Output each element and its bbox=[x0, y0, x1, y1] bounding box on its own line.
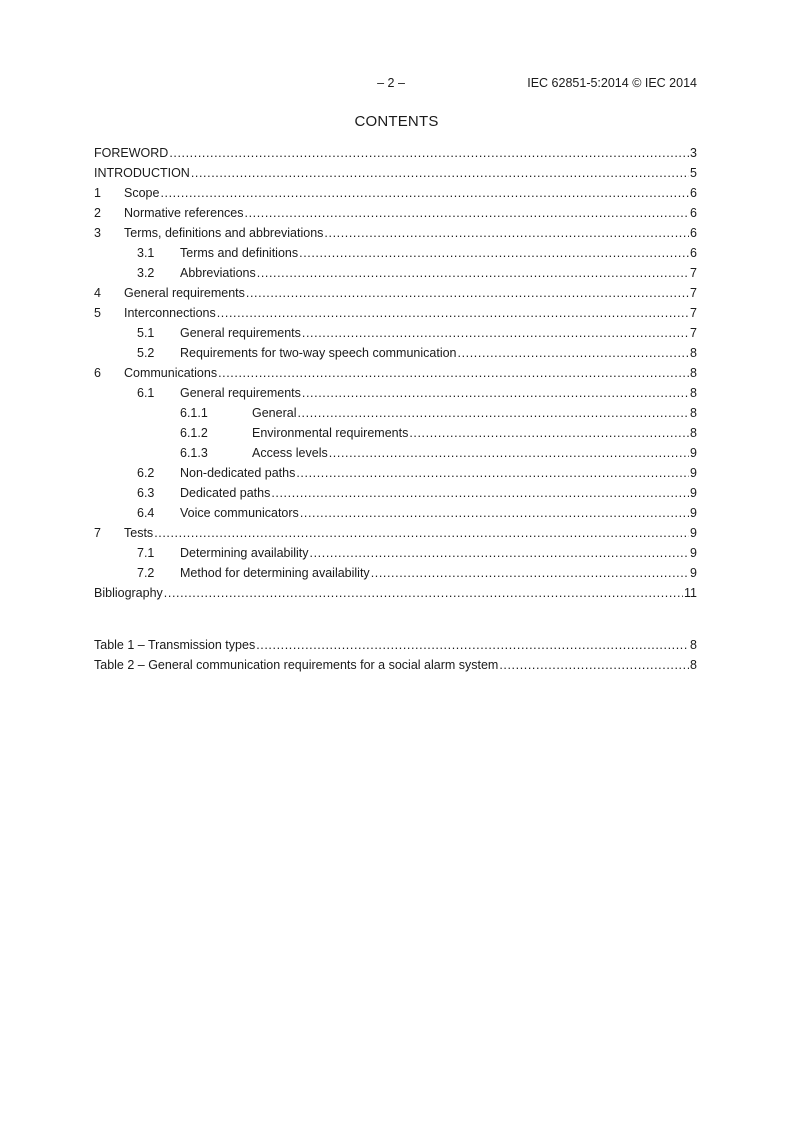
toc-entry-label[interactable]: General requirements bbox=[124, 286, 245, 300]
toc-entry-number: 6.1.1 bbox=[180, 406, 208, 420]
toc-entry-label[interactable]: Scope bbox=[124, 186, 160, 200]
toc-entry-page: 8 bbox=[690, 346, 697, 360]
document-id: IEC 62851-5:2014 © IEC 2014 bbox=[527, 76, 697, 90]
dot-leader bbox=[160, 186, 689, 200]
dot-leader bbox=[299, 246, 689, 260]
toc-entry-label[interactable]: Environmental requirements bbox=[252, 426, 409, 440]
toc-entry[interactable] bbox=[94, 526, 697, 546]
toc-entry-label[interactable]: Tests bbox=[124, 526, 154, 540]
toc-entry[interactable] bbox=[94, 346, 697, 366]
dot-leader bbox=[409, 426, 689, 440]
toc-entry-number: 1 bbox=[94, 186, 101, 200]
toc-entry-label[interactable]: Method for determining availability bbox=[180, 566, 370, 580]
toc-entry-number: 5.2 bbox=[137, 346, 155, 360]
page-number: – 2 – bbox=[377, 76, 405, 90]
toc-entry-number: 3 bbox=[94, 226, 101, 240]
dot-leader bbox=[245, 206, 690, 220]
dot-leader bbox=[218, 366, 689, 380]
toc-entry-label[interactable]: Access levels bbox=[252, 446, 328, 460]
toc-entry[interactable] bbox=[94, 166, 697, 186]
toc-entry-page: 8 bbox=[690, 406, 697, 420]
toc-entry-number: 7 bbox=[94, 526, 101, 540]
toc-entry-number: 6.2 bbox=[137, 466, 155, 480]
dot-leader bbox=[217, 306, 689, 320]
toc-entry-label[interactable]: Bibliography bbox=[94, 586, 163, 600]
toc-entry-page: 7 bbox=[690, 306, 697, 320]
toc-entry-number: 5 bbox=[94, 306, 101, 320]
toc-entry[interactable] bbox=[94, 486, 697, 506]
toc-entry-label[interactable]: Communications bbox=[124, 366, 218, 380]
dot-leader bbox=[302, 326, 689, 340]
toc-entry-label[interactable]: Dedicated paths bbox=[180, 486, 271, 500]
toc-entry[interactable] bbox=[94, 246, 697, 266]
dot-leader bbox=[371, 566, 689, 580]
list-of-tables bbox=[94, 638, 697, 678]
dot-leader bbox=[300, 506, 689, 520]
toc-entry-number: 6.4 bbox=[137, 506, 155, 520]
toc-entry-label[interactable]: General requirements bbox=[180, 326, 301, 340]
dot-leader bbox=[191, 166, 689, 180]
toc-entry-number: 6 bbox=[94, 366, 101, 380]
toc-entry-number: 7.1 bbox=[137, 546, 155, 560]
toc-entry-page: 7 bbox=[690, 326, 697, 340]
toc-entry-page: 9 bbox=[690, 526, 697, 540]
toc-entry-label[interactable]: Voice communicators bbox=[180, 506, 299, 520]
toc-entry-label[interactable]: INTRODUCTION bbox=[94, 166, 190, 180]
page-title: CONTENTS bbox=[354, 113, 439, 130]
toc-entry-number: 6.3 bbox=[137, 486, 155, 500]
dot-leader bbox=[169, 146, 689, 160]
toc-entry-page: 6 bbox=[690, 186, 697, 200]
dot-leader bbox=[458, 346, 690, 360]
table-list-label[interactable]: Table 1 – Transmission types bbox=[94, 638, 256, 652]
toc-entry[interactable] bbox=[94, 506, 697, 526]
table-list-label[interactable]: Table 2 – General communication requirements for a social alarm system bbox=[94, 658, 499, 672]
toc-entry[interactable] bbox=[94, 586, 697, 606]
dot-leader bbox=[297, 406, 689, 420]
toc-entry-label[interactable]: Non-dedicated paths bbox=[180, 466, 296, 480]
toc-entry-page: 8 bbox=[690, 426, 697, 440]
toc-entry[interactable] bbox=[94, 306, 697, 326]
dot-leader bbox=[256, 638, 689, 652]
toc-entry-label[interactable]: FOREWORD bbox=[94, 146, 169, 160]
toc-entry-number: 3.1 bbox=[137, 246, 155, 260]
toc-entry[interactable] bbox=[94, 406, 697, 426]
toc-entry[interactable] bbox=[94, 146, 697, 166]
toc-entry-page: 6 bbox=[690, 206, 697, 220]
toc-entry-page: 9 bbox=[690, 506, 697, 520]
dot-leader bbox=[154, 526, 689, 540]
toc-entry-page: 7 bbox=[690, 286, 697, 300]
toc-entry[interactable] bbox=[94, 426, 697, 446]
dot-leader bbox=[246, 286, 689, 300]
toc-entry-number: 4 bbox=[94, 286, 101, 300]
dot-leader bbox=[257, 266, 689, 280]
toc-entry-page: 3 bbox=[690, 146, 697, 160]
dot-leader bbox=[271, 486, 689, 500]
toc-entry-label[interactable]: Normative references bbox=[124, 206, 244, 220]
toc-entry[interactable] bbox=[94, 546, 697, 566]
toc-entry-page: 5 bbox=[690, 166, 697, 180]
toc-entry-page: 7 bbox=[690, 266, 697, 280]
toc-entry-page: 9 bbox=[690, 446, 697, 460]
toc-entry-page: 6 bbox=[690, 246, 697, 260]
toc-entry-page: 9 bbox=[690, 466, 697, 480]
table-of-contents bbox=[94, 146, 697, 606]
toc-entry-page: 11 bbox=[684, 586, 697, 600]
toc-entry[interactable] bbox=[94, 206, 697, 226]
toc-entry-page: 8 bbox=[690, 386, 697, 400]
table-list-page: 8 bbox=[690, 638, 697, 652]
toc-entry-number: 6.1.3 bbox=[180, 446, 208, 460]
toc-entry-page: 9 bbox=[690, 546, 697, 560]
toc-entry[interactable] bbox=[94, 386, 697, 406]
toc-entry[interactable] bbox=[94, 446, 697, 466]
toc-entry[interactable] bbox=[94, 266, 697, 286]
toc-entry-label[interactable]: Interconnections bbox=[124, 306, 216, 320]
toc-entry-page: 8 bbox=[690, 366, 697, 380]
toc-entry-label[interactable]: General bbox=[252, 406, 297, 420]
toc-entry-label[interactable]: General requirements bbox=[180, 386, 301, 400]
toc-entry-number: 7.2 bbox=[137, 566, 155, 580]
table-list-entry[interactable] bbox=[94, 658, 697, 678]
toc-entry[interactable] bbox=[94, 226, 697, 246]
toc-entry-number: 6.1 bbox=[137, 386, 155, 400]
toc-entry-number: 6.1.2 bbox=[180, 426, 208, 440]
toc-entry[interactable] bbox=[94, 286, 697, 306]
toc-entry-number: 2 bbox=[94, 206, 101, 220]
dot-leader bbox=[499, 658, 689, 672]
dot-leader bbox=[310, 546, 690, 560]
toc-entry-label[interactable]: Determining availability bbox=[180, 546, 309, 560]
toc-entry-label[interactable]: Abbreviations bbox=[180, 266, 256, 280]
toc-entry[interactable] bbox=[94, 186, 697, 206]
toc-entry[interactable] bbox=[94, 366, 697, 386]
toc-entry[interactable] bbox=[94, 566, 697, 586]
toc-entry-page: 9 bbox=[690, 486, 697, 500]
dot-leader bbox=[296, 466, 689, 480]
toc-entry-label[interactable]: Terms, definitions and abbreviations bbox=[124, 226, 324, 240]
toc-entry[interactable] bbox=[94, 466, 697, 486]
dot-leader bbox=[164, 586, 683, 600]
page-header bbox=[0, 76, 793, 92]
toc-entry-page: 9 bbox=[690, 566, 697, 580]
toc-entry-label[interactable]: Requirements for two-way speech communication bbox=[180, 346, 457, 360]
toc-entry[interactable] bbox=[94, 326, 697, 346]
dot-leader bbox=[324, 226, 689, 240]
toc-entry-number: 5.1 bbox=[137, 326, 155, 340]
table-list-entry[interactable] bbox=[94, 638, 697, 658]
table-list-page: 8 bbox=[690, 658, 697, 672]
dot-leader bbox=[329, 446, 689, 460]
toc-entry-label[interactable]: Terms and definitions bbox=[180, 246, 299, 260]
toc-entry-number: 3.2 bbox=[137, 266, 155, 280]
dot-leader bbox=[302, 386, 689, 400]
toc-entry-page: 6 bbox=[690, 226, 697, 240]
